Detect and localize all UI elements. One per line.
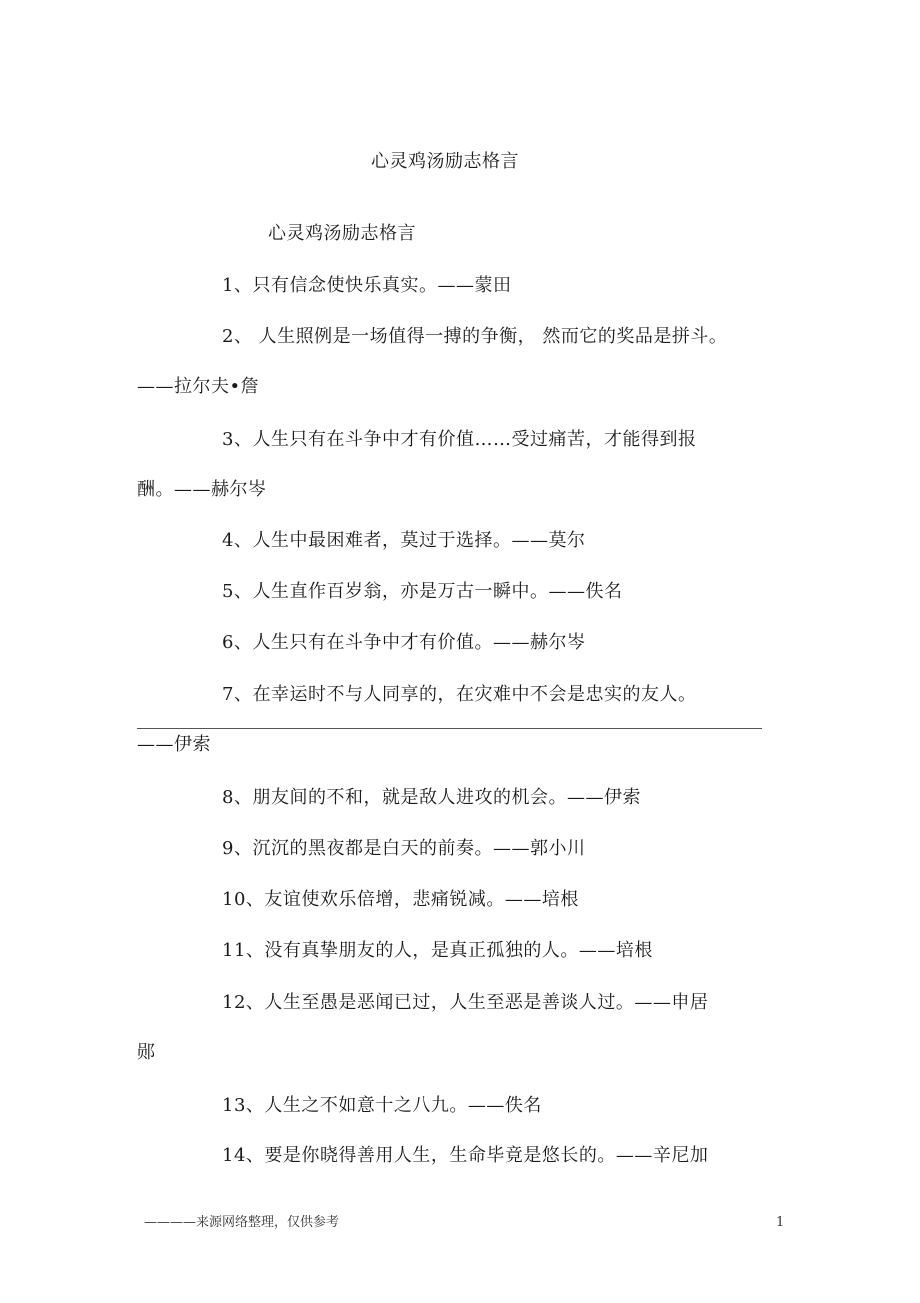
footer-source-note: ————来源网络整理，仅供参考 <box>144 1215 340 1230</box>
quote-4: 4、人生中最困难者，莫过于选择。——莫尔 <box>222 530 586 551</box>
quote-11: 11、没有真挚朋友的人，是真正孤独的人。——培根 <box>222 940 653 961</box>
document-subtitle: 心灵鸡汤励志格言 <box>268 223 416 244</box>
quote-13: 13、人生之不如意十之八九。——佚名 <box>222 1095 542 1116</box>
quote-7-line-1: 7、在幸运时不与人同享的，在灾难中不会是忠实的友人。 <box>222 684 697 705</box>
quote-2-line-1: 2、 人生照例是一场值得一搏的争衡， 然而它的奖品是拼斗。 <box>222 326 728 347</box>
quote-12-line-1: 12、人生至愚是恶闻已过，人生至恶是善谈人过。——申居 <box>222 992 709 1013</box>
quote-2-line-2: ——拉尔夫•詹 <box>137 376 260 397</box>
footer-page-number: 1 <box>776 1215 785 1230</box>
quote-9: 9、沉沉的黑夜都是白天的前奏。——郭小川 <box>222 838 586 859</box>
quote-3-line-1: 3、人生只有在斗争中才有价值……受过痛苦，才能得到报 <box>222 429 697 450</box>
document-title: 心灵鸡汤励志格言 <box>371 151 519 172</box>
quote-3-line-2: 酬。——赫尔岑 <box>137 479 267 500</box>
quote-14: 14、要是你晓得善用人生，生命毕竟是悠长的。——辛尼加 <box>222 1145 709 1166</box>
quote-5: 5、人生直作百岁翁，亦是万古一瞬中。——佚名 <box>222 581 623 602</box>
quote-8: 8、朋友间的不和，就是敌人进攻的机会。——伊索 <box>222 787 641 808</box>
quote-12-line-2: 郧 <box>137 1042 156 1063</box>
quote-1: 1、只有信念使快乐真实。——蒙田 <box>222 275 512 296</box>
quote-7-line-2: ——伊索 <box>137 734 211 755</box>
quote-10: 10、友谊使欢乐倍增，悲痛锐减。——培根 <box>222 889 579 910</box>
quote-6: 6、人生只有在斗争中才有价值。——赫尔岑 <box>222 632 586 653</box>
horizontal-divider <box>137 728 762 729</box>
